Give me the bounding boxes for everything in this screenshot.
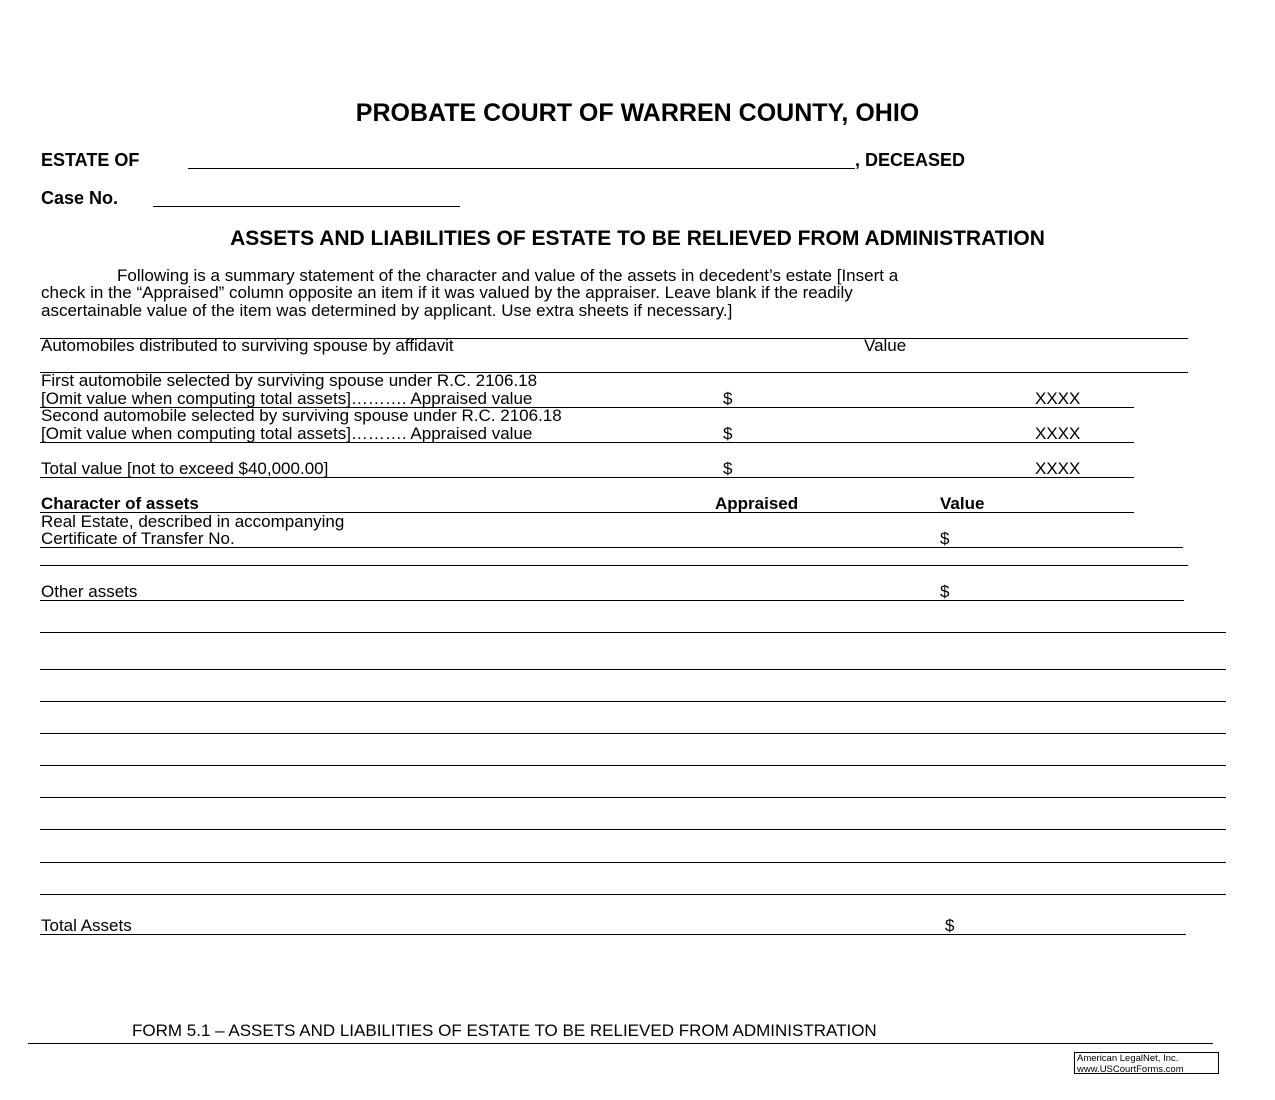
real-estate-dollar: $ — [940, 529, 950, 548]
total-assets-field[interactable] — [40, 934, 1186, 935]
total-value-dollar: $ — [723, 459, 733, 478]
intro-line-2: check in the “Appraised” column opposite an item if it was valued by the appraiser. Leave blank if the readily — [41, 283, 853, 302]
second-auto-value[interactable]: XXXX — [1035, 424, 1081, 443]
assets-value-header: Value — [940, 494, 985, 513]
total-value-field[interactable]: XXXX — [1035, 459, 1081, 478]
character-of-assets-header: Character of assets — [41, 494, 199, 513]
asset-entry-line[interactable] — [40, 862, 1226, 863]
case-no-field[interactable] — [153, 206, 460, 207]
estate-of-label: ESTATE OF — [41, 150, 140, 170]
asset-entry-line[interactable] — [40, 829, 1226, 830]
auto-value-header: Value — [864, 336, 907, 355]
real-estate-value-field[interactable] — [40, 547, 1183, 548]
intro-line-3: ascertainable value of the item was determined by applicant. Use extra sheets if necessary.] — [41, 301, 733, 320]
deceased-label: , DECEASED — [855, 150, 966, 170]
second-auto-dollar: $ — [723, 424, 733, 443]
asset-entry-line[interactable] — [40, 733, 1226, 734]
form-title: ASSETS AND LIABILITIES OF ESTATE TO BE RELIEVED FROM ADMINISTRATION — [230, 227, 1045, 250]
asset-entry-line[interactable] — [40, 632, 1226, 633]
first-auto-line-2: [Omit value when computing total assets]………. Appraised value — [41, 389, 533, 408]
underline — [40, 477, 1134, 478]
other-assets-field[interactable] — [40, 600, 1184, 601]
total-assets-label: Total Assets — [41, 916, 132, 935]
intro-line-1: Following is a summary statement of the character and value of the assets in decedent’s estate [Insert a — [117, 266, 899, 285]
case-no-label: Case No. — [41, 188, 119, 208]
asset-entry-line[interactable] — [40, 797, 1226, 798]
asset-entry-line[interactable] — [40, 894, 1226, 895]
credit-line-2: www.USCourtForms.com — [1077, 1063, 1184, 1075]
other-assets-label: Other assets — [41, 582, 138, 601]
total-value-label: Total value [not to exceed $40,000.00] — [41, 459, 329, 478]
court-title: PROBATE COURT OF WARREN COUNTY, OHIO — [355, 99, 920, 127]
total-assets-dollar: $ — [945, 916, 955, 935]
first-auto-dollar: $ — [723, 389, 733, 408]
publisher-credit — [1074, 1052, 1219, 1074]
second-auto-line-2: [Omit value when computing total assets]………. Appraised value — [41, 424, 533, 443]
credit-line-1: American LegalNet, Inc. — [1077, 1053, 1179, 1064]
asset-entry-line[interactable] — [40, 765, 1226, 766]
underline — [40, 442, 1134, 443]
first-auto-line-1: First automobile selected by surviving spouse under R.C. 2106.18 — [41, 371, 538, 390]
real-estate-line-1: Real Estate, described in accompanying — [41, 512, 345, 531]
appraised-header: Appraised — [715, 494, 799, 513]
asset-entry-line[interactable] — [40, 669, 1226, 670]
other-assets-dollar: $ — [940, 582, 950, 601]
blank-line[interactable] — [40, 565, 1188, 566]
asset-entry-line[interactable] — [40, 701, 1226, 702]
second-auto-line-1: Second automobile selected by surviving spouse under R.C. 2106.18 — [41, 406, 562, 425]
footer-divider — [28, 1043, 1213, 1044]
automobiles-heading: Automobiles distributed to surviving spouse by affidavit — [41, 336, 454, 355]
estate-name-field[interactable] — [188, 168, 855, 169]
real-estate-line-2: Certificate of Transfer No. — [41, 529, 235, 548]
first-auto-value[interactable]: XXXX — [1035, 389, 1081, 408]
footer-form-label: FORM 5.1 – ASSETS AND LIABILITIES OF ESTATE TO BE RELIEVED FROM ADMINISTRATION — [132, 1021, 877, 1040]
